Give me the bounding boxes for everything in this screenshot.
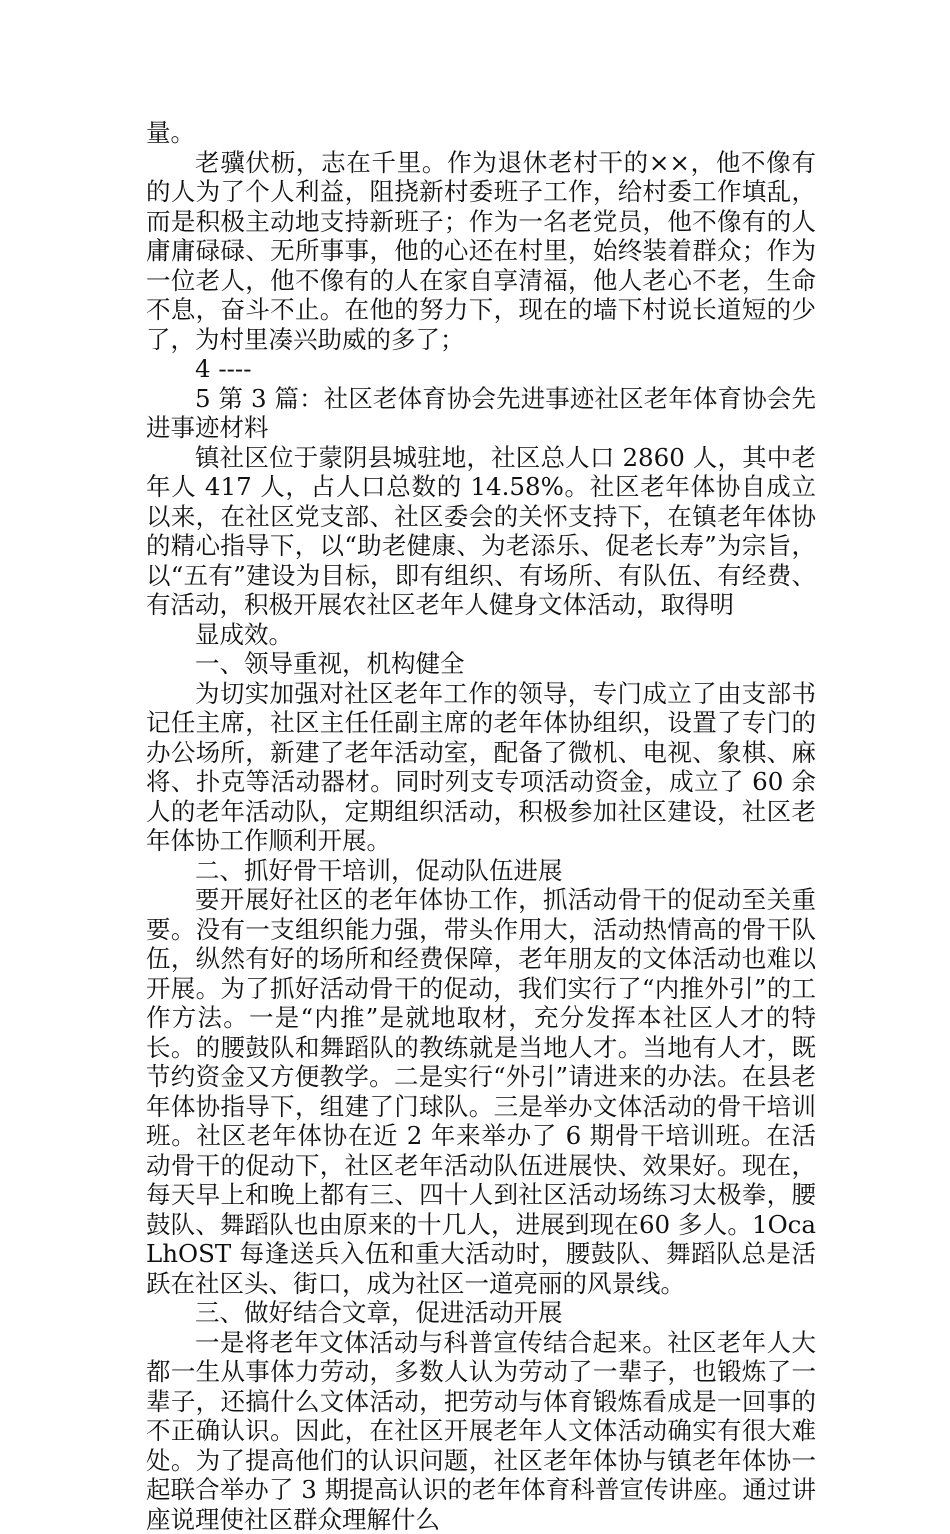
paragraph-intro: 镇社区位于蒙阴县城驻地，社区总人口 2860 人，其中老年人 417 人，占人口总数的 14.58%。社区老年体协自成立以来，在社区党支部、社区委会的关怀支持下，在镇老年体协的精心指导下，以“助老健康、为老添乐、促老长寿”为宗旨，以“五有”建设为目标，即有组织、有场所、有队伍、有经费、有活动，积极开展农社区老年人健身文体活动，取得明 — [146, 443, 816, 620]
section-heading-2: 二、抓好骨干培训，促动队伍进展 — [146, 856, 816, 886]
paragraph-section-2: 要开展好社区的老年体协工作，抓活动骨干的促动至关重要。没有一支组织能力强，带头作用大，活动热情高的骨干队伍，纵然有好的场所和经费保障，老年朋友的文体活动也难以开展。为了抓好活动骨干的促动，我们实行了“内推外引”的工作方法。一是“内推”是就地取材，充分发挥本社区人才的特长。的腰鼓队和舞蹈队的教练就是当地人才。当地有人才，既节约资金又方便教学。二是实行“外引”请进来的办法。在县老年体协指导下，组建了门球队。三是举办文体活动的骨干培训班。社区老年体协在近 2 年来举办了 6 期骨干培训班。在活动骨干的促动下，社区老年活动队伍进展快、效果好。现在，每天早上和晚上都有三、四十人到社区活动场练习太极拳，腰鼓队、舞蹈队也由原来的十几人，进展到现在60 多人。1OcaLhOST 每逢送兵入伍和重大活动时，腰鼓队、舞蹈队总是活跃在社区头、街口，成为社区一道亮丽的风景线。 — [146, 885, 816, 1298]
article-title: 5 第 3 篇：社区老体育协会先进事迹社区老年体育协会先进事迹材料 — [146, 384, 816, 443]
page-marker: 4 ---- — [146, 354, 816, 384]
section-heading-3: 三、做好结合文章，促进活动开展 — [146, 1298, 816, 1328]
paragraph-section-1: 为切实加强对社区老年工作的领导，专门成立了由支部书记任主席，社区主任任副主席的老年体协组织，设置了专门的办公场所，新建了老年活动室，配备了微机、电视、象棋、麻将、扑克等活动器材。同时列支专项活动资金，成立了 60 余人的老年活动队，定期组织活动，积极参加社区建设，社区老年体协工作顺利开展。 — [146, 679, 816, 856]
section-heading-1: 一、领导重视，机构健全 — [146, 649, 816, 679]
document-body — [146, 118, 816, 1534]
paragraph-old-cadre: 老骥伏枥，志在千里。作为退休老村干的××，他不像有的人为了个人利益，阻挠新村委班子工作，给村委工作填乱，而是积极主动地支持新班子；作为一名老党员，他不像有的人庸庸碌碌、无所事事，他的心还在村里，始终装着群众；作为一位老人，他不像有的人在家自享清福，他人老心不老，生命不息，奋斗不止。在他的努力下，现在的墙下村说长道短的少了，为村里凑兴助威的多了； — [146, 148, 816, 355]
paragraph-intro-end: 显成效。 — [146, 620, 816, 650]
paragraph-section-3: 一是将老年文体活动与科普宣传结合起来。社区老年人大都一生从事体力劳动，多数人认为劳动了一辈子，也锻炼了一辈子，还搞什么文体活动，把劳动与体育锻炼看成是一回事的不正确认识。因此，在社区开展老年人文体活动确实有很大难处。为了提高他们的认识问题，社区老年体协与镇老年体协一起联合举办了 3 期提高认识的老年体育科普宣传讲座。通过讲座说理使社区群众理解什么 — [146, 1328, 816, 1534]
paragraph-continuation: 量。 — [146, 118, 816, 148]
